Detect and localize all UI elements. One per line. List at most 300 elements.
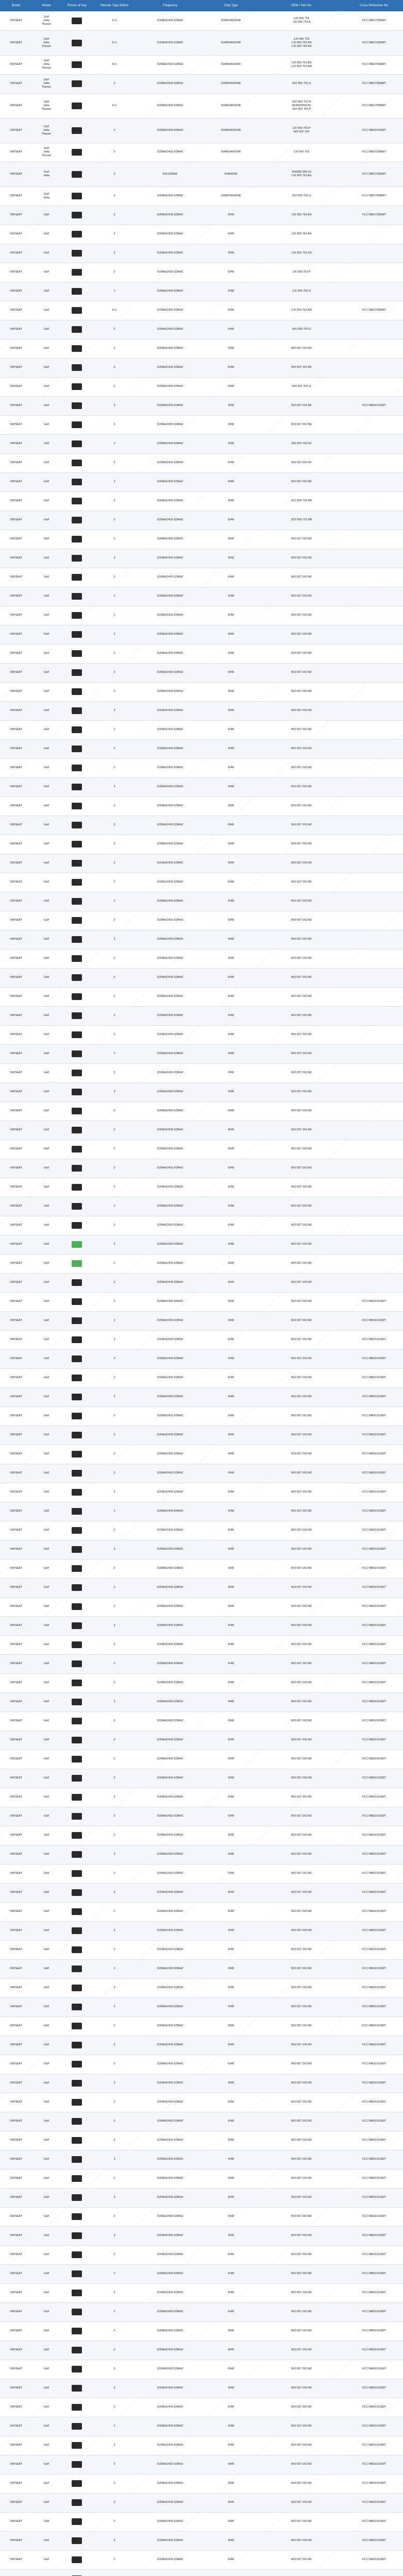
oem-cell: 1J0 959 753: [258, 143, 345, 162]
brand-cell: VW/SEAT: [0, 492, 32, 511]
table-row[interactable]: [0, 1673, 403, 1692]
chip-cell: ID48: [204, 568, 258, 587]
oem-cell: 5K0 837 202 AD: [258, 873, 345, 892]
table-row[interactable]: [0, 1178, 403, 1197]
table-row[interactable]: [0, 339, 403, 358]
chip-cell: ID48: [204, 930, 258, 949]
table-row[interactable]: [0, 777, 403, 796]
picture-cell: [61, 1750, 93, 1769]
brand-cell: VW/SEAT: [0, 796, 32, 816]
frequency-cell: 315MHZ/433.92MHZ: [136, 1540, 204, 1559]
remote-type-cell: 3: [93, 682, 136, 701]
key-thumbnail-icon: [72, 879, 82, 886]
key-thumbnail-icon: [72, 1413, 82, 1419]
key-thumbnail-icon: [72, 784, 82, 790]
table-row[interactable]: [0, 816, 403, 835]
table-row[interactable]: [0, 1997, 403, 2016]
model-cell: Golf: [32, 1483, 61, 1502]
key-thumbnail-icon: [72, 574, 82, 581]
table-row[interactable]: [0, 2379, 403, 2398]
key-thumbnail-icon: [72, 1203, 82, 1210]
remote-type-cell: 3: [93, 1883, 136, 1902]
frequency-cell: 315MHZ/433.92MHZ: [136, 2169, 204, 2188]
key-thumbnail-icon: [72, 1470, 82, 1477]
model-cell: Golf: [32, 1883, 61, 1902]
xref-cell: FCC:NBG010180T: [345, 1426, 403, 1445]
xref-cell: FCC:NBG010180T: [345, 2226, 403, 2245]
table-row[interactable]: [0, 873, 403, 892]
table-row[interactable]: [0, 1273, 403, 1292]
table-row[interactable]: [0, 1464, 403, 1483]
table-row[interactable]: [0, 1311, 403, 1330]
model-cell: Golf: [32, 2036, 61, 2055]
frequency-cell: [136, 2569, 204, 2576]
table-row[interactable]: [0, 2055, 403, 2074]
xref-cell: [345, 1025, 403, 1044]
table-row[interactable]: [0, 1044, 403, 1063]
table-row[interactable]: [0, 472, 403, 492]
remote-type-cell: 3: [93, 2302, 136, 2321]
chip-cell: ID48: [204, 1006, 258, 1025]
key-thumbnail-icon: [72, 974, 82, 981]
frequency-cell: 315MHZ/433.92MHZ: [136, 1349, 204, 1368]
key-thumbnail-icon: [72, 2156, 82, 2163]
key-thumbnail-icon: [72, 127, 82, 134]
table-row[interactable]: [0, 55, 403, 74]
oem-cell: 5K0 837 202 AD: [258, 701, 345, 720]
table-row[interactable]: [0, 2036, 403, 2055]
model-cell: Golf: [32, 1406, 61, 1426]
picture-cell: [61, 1997, 93, 2016]
table-row[interactable]: [0, 1902, 403, 1921]
table-row[interactable]: [0, 2226, 403, 2245]
table-row[interactable]: [0, 30, 403, 55]
table-row[interactable]: [0, 118, 403, 143]
key-thumbnail-icon: [72, 383, 82, 390]
xref-cell: [345, 949, 403, 968]
table-row[interactable]: [0, 206, 403, 225]
key-thumbnail-icon: [72, 1622, 82, 1629]
table-row[interactable]: [0, 1292, 403, 1311]
table-row[interactable]: [0, 2264, 403, 2283]
table-row[interactable]: [0, 892, 403, 911]
table-row[interactable]: [0, 2016, 403, 2036]
table-row[interactable]: [0, 606, 403, 625]
frequency-cell: 315MHZ/433.92MHZ: [136, 2016, 204, 2036]
table-row[interactable]: [0, 358, 403, 377]
table-row[interactable]: [0, 1349, 403, 1368]
table-row[interactable]: [0, 1578, 403, 1597]
xref-cell: FCC:NBG010180T: [345, 1807, 403, 1826]
table-row[interactable]: [0, 2512, 403, 2531]
table-row[interactable]: [0, 1635, 403, 1654]
table-row[interactable]: [0, 225, 403, 244]
table-row[interactable]: [0, 1121, 403, 1140]
xref-cell: FCC:NBG010180T: [345, 2474, 403, 2493]
table-row[interactable]: [0, 1826, 403, 1845]
table-row[interactable]: [0, 2436, 403, 2455]
xref-cell: FCC:NBG010180T: [345, 2360, 403, 2379]
table-row[interactable]: [0, 949, 403, 968]
table-row[interactable]: [0, 1483, 403, 1502]
chip-cell: ID48: [204, 835, 258, 854]
table-row[interactable]: [0, 1978, 403, 1997]
picture-cell: [61, 2341, 93, 2360]
xref-cell: [345, 625, 403, 644]
oem-cell: 5K0 837 202 AD: [258, 663, 345, 682]
picture-cell: [61, 1521, 93, 1540]
table-row[interactable]: [0, 1406, 403, 1426]
table-row[interactable]: [0, 1864, 403, 1883]
chip-cell: ID48: [204, 606, 258, 625]
table-row[interactable]: [0, 1959, 403, 1978]
picture-cell: [61, 143, 93, 162]
chip-cell: ID48: [204, 2455, 258, 2474]
picture-cell: [61, 511, 93, 530]
picture-cell: [61, 644, 93, 663]
table-row[interactable]: [0, 301, 403, 320]
table-row[interactable]: [0, 930, 403, 949]
oem-cell: 5K0 837 202 AD: [258, 1464, 345, 1483]
oem-cell: 1J0 959 753 AH: [258, 206, 345, 225]
table-row[interactable]: [0, 549, 403, 568]
table-row[interactable]: [0, 415, 403, 434]
table-row[interactable]: [0, 1883, 403, 1902]
table-row[interactable]: [0, 1140, 403, 1159]
xref-cell: [345, 453, 403, 472]
table-row[interactable]: [0, 1082, 403, 1101]
table-row[interactable]: [0, 2245, 403, 2264]
chip-cell: ID48: [204, 2169, 258, 2188]
frequency-cell: 315MHZ/433.92MHZ: [136, 472, 204, 492]
table-row[interactable]: [0, 625, 403, 644]
table-row[interactable]: [0, 2188, 403, 2207]
table-row[interactable]: [0, 835, 403, 854]
oem-cell: 5K0 837 202 AD: [258, 1406, 345, 1426]
model-cell: Golf: [32, 1654, 61, 1673]
table-row[interactable]: [0, 987, 403, 1006]
table-row[interactable]: [0, 2455, 403, 2474]
table-row[interactable]: [0, 1654, 403, 1673]
picture-cell: [61, 2093, 93, 2112]
table-row[interactable]: [0, 1559, 403, 1578]
table-row[interactable]: [0, 2417, 403, 2436]
model-cell: Golf: [32, 1940, 61, 1959]
table-row[interactable]: [0, 1616, 403, 1635]
brand-cell: VW/SEAT: [0, 2207, 32, 2226]
frequency-cell: 315MHZ/433.92MHZ: [136, 1121, 204, 1140]
table-header-row: [0, 0, 403, 11]
table-row[interactable]: [0, 1025, 403, 1044]
oem-cell: 5K0 837 202 AD: [258, 892, 345, 911]
picture-cell: [61, 1044, 93, 1063]
table-row[interactable]: [0, 74, 403, 93]
table-row[interactable]: [0, 2283, 403, 2302]
frequency-cell: 315MHZ/433.92MHZ: [136, 415, 204, 434]
chip-cell: ID48/ID46/ID48: [204, 55, 258, 74]
remote-type-cell: 3: [93, 1692, 136, 1711]
table-row[interactable]: [0, 720, 403, 739]
chip-cell: ID48: [204, 492, 258, 511]
picture-cell: [61, 568, 93, 587]
table-row[interactable]: [0, 1940, 403, 1959]
oem-cell: 5K0 837 202 AD: [258, 1292, 345, 1311]
remote-type-cell: 3: [93, 2074, 136, 2093]
table-row[interactable]: [0, 492, 403, 511]
remote-type-cell: 3: [93, 1101, 136, 1121]
chip-cell: ID48: [204, 873, 258, 892]
table-row[interactable]: [0, 1254, 403, 1273]
remote-type-cell: 3: [93, 2455, 136, 2474]
brand-cell: VW/SEAT: [0, 2016, 32, 2036]
table-row[interactable]: [0, 568, 403, 587]
table-row[interactable]: [0, 1387, 403, 1406]
model-cell: Golf: [32, 587, 61, 606]
oem-cell: [258, 2569, 345, 2576]
frequency-cell: 315MHZ/433.92MHZ: [136, 1864, 204, 1883]
table-row[interactable]: [0, 1769, 403, 1788]
table-row[interactable]: [0, 11, 403, 30]
table-row[interactable]: [0, 2112, 403, 2131]
oem-cell: 5K0 837 202 AD: [258, 1273, 345, 1292]
xref-cell: [345, 1254, 403, 1273]
picture-cell: [61, 55, 93, 74]
key-thumbnail-icon: [72, 80, 82, 87]
table-row[interactable]: [0, 968, 403, 987]
table-row[interactable]: [0, 1788, 403, 1807]
picture-cell: [61, 1387, 93, 1406]
table-row[interactable]: [0, 2150, 403, 2169]
picture-cell: [61, 2112, 93, 2131]
table-row[interactable]: [0, 162, 403, 187]
key-thumbnail-icon: [72, 1565, 82, 1572]
table-row[interactable]: [0, 2493, 403, 2512]
key-thumbnail-icon: [72, 193, 82, 199]
brand-cell: VW/SEAT: [0, 301, 32, 320]
table-row[interactable]: [0, 1063, 403, 1082]
oem-cell: 5K0 837 202 AD: [258, 2474, 345, 2493]
table-row[interactable]: [0, 143, 403, 162]
picture-cell: [61, 2131, 93, 2150]
brand-cell: VW/SEAT: [0, 720, 32, 739]
table-row[interactable]: [0, 1750, 403, 1769]
table-row[interactable]: [0, 2341, 403, 2360]
table-row[interactable]: [0, 1445, 403, 1464]
key-thumbnail-icon: [72, 765, 82, 771]
table-row[interactable]: [0, 2360, 403, 2379]
table-row[interactable]: [0, 2302, 403, 2321]
brand-cell: VW/SEAT: [0, 282, 32, 301]
table-row[interactable]: [0, 2207, 403, 2226]
key-thumbnail-icon: [72, 2080, 82, 2087]
key-thumbnail-icon: [72, 841, 82, 848]
model-cell: Golf: [32, 244, 61, 263]
model-cell: Golf Jetta Passat: [32, 30, 61, 55]
picture-cell: [61, 2550, 93, 2569]
table-row[interactable]: [0, 1426, 403, 1445]
model-cell: Golf: [32, 1464, 61, 1483]
model-cell: Golf: [32, 663, 61, 682]
table-row[interactable]: [0, 1197, 403, 1216]
remote-type-cell: 3: [93, 1044, 136, 1063]
table-row[interactable]: [0, 1006, 403, 1025]
brand-cell: VW/SEAT: [0, 2055, 32, 2074]
table-row[interactable]: [0, 2398, 403, 2417]
key-thumbnail-icon: [72, 1699, 82, 1705]
table-row[interactable]: [0, 1216, 403, 1235]
brand-cell: VW/SEAT: [0, 1044, 32, 1063]
chip-cell: ID48: [204, 2436, 258, 2455]
picture-cell: [61, 1864, 93, 1883]
table-row[interactable]: [0, 2531, 403, 2550]
table-row[interactable]: [0, 263, 403, 282]
table-row[interactable]: [0, 1101, 403, 1121]
chip-cell: ID48: [204, 1464, 258, 1483]
oem-cell: 5K0 837 202 AD: [258, 2531, 345, 2550]
model-cell: Golf: [32, 930, 61, 949]
model-cell: Golf: [32, 1178, 61, 1197]
brand-cell: VW/SEAT: [0, 2150, 32, 2169]
xref-cell: FCC:NBG735868T: [345, 162, 403, 187]
model-cell: Golf: [32, 606, 61, 625]
table-row[interactable]: [0, 282, 403, 301]
table-row[interactable]: [0, 663, 403, 682]
table-row[interactable]: [0, 1731, 403, 1750]
table-row[interactable]: [0, 854, 403, 873]
table-row[interactable]: [0, 453, 403, 472]
frequency-cell: 315MHZ/433.92MHZ: [136, 1959, 204, 1978]
table-row[interactable]: [0, 1330, 403, 1349]
table-row[interactable]: [0, 911, 403, 930]
xref-cell: [345, 263, 403, 282]
brand-cell: VW/SEAT: [0, 1330, 32, 1349]
model-cell: Golf: [32, 1845, 61, 1864]
table-row[interactable]: [0, 2569, 403, 2576]
remote-type-cell: 3: [93, 1635, 136, 1654]
model-cell: Golf: [32, 1997, 61, 2016]
picture-cell: [61, 1978, 93, 1997]
oem-cell: 5K0 837 202 AD: [258, 1635, 345, 1654]
table-row[interactable]: [0, 796, 403, 816]
model-cell: Golf: [32, 339, 61, 358]
key-thumbnail-icon: [72, 1756, 82, 1762]
table-row[interactable]: [0, 758, 403, 777]
key-thumbnail-icon: [72, 1375, 82, 1381]
table-row[interactable]: [0, 511, 403, 530]
table-row[interactable]: [0, 1159, 403, 1178]
oem-cell: 5K0 837 202 AD: [258, 2398, 345, 2417]
chip-cell: ID48: [204, 1197, 258, 1216]
table-row[interactable]: [0, 244, 403, 263]
table-row[interactable]: [0, 1845, 403, 1864]
picture-cell: [61, 472, 93, 492]
picture-cell: [61, 701, 93, 720]
table-row[interactable]: [0, 2131, 403, 2150]
frequency-cell: 315MHZ/433.92MHZ: [136, 739, 204, 758]
remote-type-cell: 3: [93, 2188, 136, 2207]
table-row[interactable]: [0, 1711, 403, 1731]
picture-cell: [61, 30, 93, 55]
chip-cell: [204, 2569, 258, 2576]
table-row[interactable]: [0, 396, 403, 415]
table-row[interactable]: [0, 320, 403, 339]
frequency-cell: 315MHZ/433.92MHZ: [136, 606, 204, 625]
table-row[interactable]: [0, 530, 403, 549]
table-row[interactable]: [0, 187, 403, 206]
remote-type-cell: 3: [93, 1540, 136, 1559]
model-cell: Golf: [32, 1750, 61, 1769]
remote-type-cell: 3: [93, 2016, 136, 2036]
key-thumbnail-icon: [72, 61, 82, 68]
key-thumbnail-icon: [72, 917, 82, 924]
brand-cell: VW/SEAT: [0, 11, 32, 30]
brand-cell: VW/SEAT: [0, 1845, 32, 1864]
col-header-chip: Chip Type: [204, 0, 258, 11]
table-row[interactable]: [0, 1502, 403, 1521]
table-row[interactable]: [0, 1521, 403, 1540]
picture-cell: [61, 2245, 93, 2264]
table-row[interactable]: [0, 2093, 403, 2112]
table-row[interactable]: [0, 93, 403, 118]
table-row[interactable]: [0, 1368, 403, 1387]
oem-cell: 1J0 959 753 P: [258, 263, 345, 282]
chip-cell: ID48: [204, 625, 258, 644]
table-row[interactable]: [0, 1921, 403, 1940]
picture-cell: [61, 1121, 93, 1140]
frequency-cell: 315MHZ/433.92MHZ: [136, 1426, 204, 1445]
table-row[interactable]: [0, 2321, 403, 2341]
chip-cell: ID48: [204, 1597, 258, 1616]
oem-cell: 5K0 837 202 AD: [258, 2455, 345, 2474]
table-row[interactable]: [0, 701, 403, 720]
xref-cell: [345, 434, 403, 453]
table-row[interactable]: [0, 377, 403, 396]
remote-type-cell: 3+1: [93, 93, 136, 118]
brand-cell: VW/SEAT: [0, 835, 32, 854]
table-row[interactable]: [0, 1540, 403, 1559]
xref-cell: FCC:NBG010180T: [345, 2074, 403, 2093]
key-thumbnail-icon: [72, 1317, 82, 1324]
chip-cell: ID48/ID46/ID48: [204, 187, 258, 206]
table-row[interactable]: [0, 2169, 403, 2188]
chip-cell: ID48: [204, 1559, 258, 1578]
xref-cell: [345, 1063, 403, 1082]
table-row[interactable]: [0, 739, 403, 758]
table-row[interactable]: [0, 1692, 403, 1711]
model-cell: Golf: [32, 1063, 61, 1082]
chip-cell: ID48: [204, 1845, 258, 1864]
table-row[interactable]: [0, 1807, 403, 1826]
model-cell: Golf: [32, 377, 61, 396]
table-row[interactable]: [0, 434, 403, 453]
table-row[interactable]: [0, 1235, 403, 1254]
key-thumbnail-icon: [72, 631, 82, 638]
picture-cell: [61, 1445, 93, 1464]
table-row[interactable]: [0, 2550, 403, 2569]
frequency-cell: 315MHZ/433.92MHZ: [136, 1178, 204, 1197]
key-thumbnail-icon: [72, 307, 82, 314]
model-cell: Golf Jetta: [32, 162, 61, 187]
oem-cell: 5K0 837 202 AD: [258, 2493, 345, 2512]
oem-cell: 5K0 837 202 AD: [258, 835, 345, 854]
table-row[interactable]: [0, 644, 403, 663]
table-row[interactable]: [0, 682, 403, 701]
table-row[interactable]: [0, 2074, 403, 2093]
key-thumbnail-icon: [72, 40, 82, 46]
table-row[interactable]: [0, 1597, 403, 1616]
table-row[interactable]: [0, 587, 403, 606]
table-row[interactable]: [0, 2474, 403, 2493]
